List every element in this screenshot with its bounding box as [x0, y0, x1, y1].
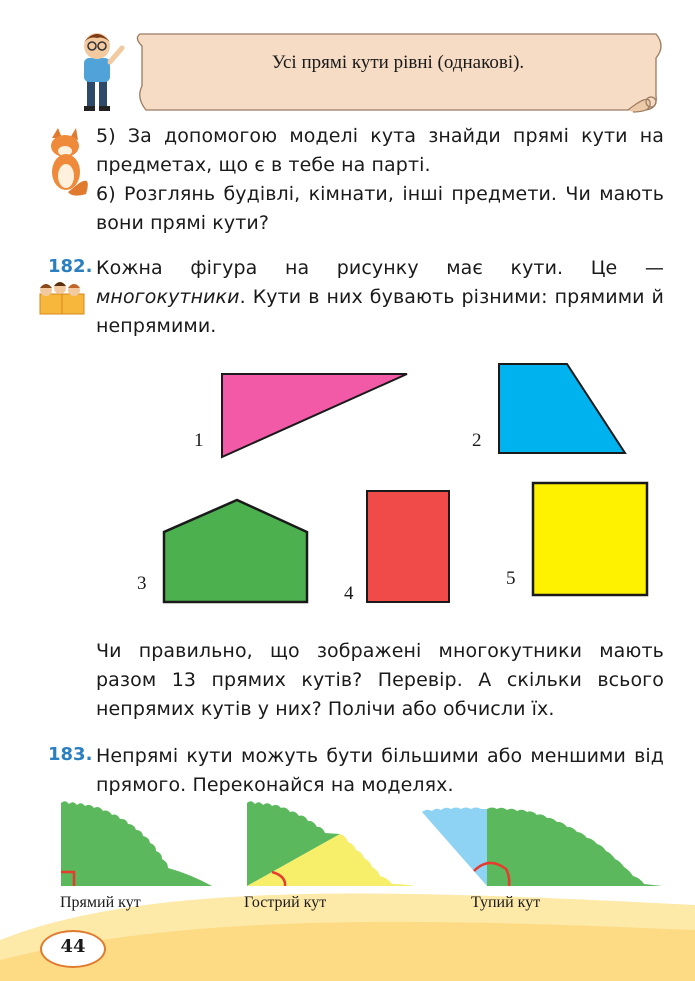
- shape-3-label: 3: [137, 573, 147, 594]
- exercise-182-question: Чи правильно, що зображені многокутники мають разом 13 прямих кутів? Перевір. А скільки всього непрямих кутів у них? Полічи або обчисли їх.: [96, 640, 664, 720]
- page-number: 44: [60, 936, 86, 957]
- task-5-text: 5) За допомогою моделі кута знайди прямі кути на предметах, що є в тебе на парті.: [96, 125, 664, 176]
- polygons-term: многокутники: [96, 286, 240, 308]
- exercise-183-text: Непрямі кути можуть бути більшими або меншими від прямого. Переконайся на моделях.: [96, 745, 664, 796]
- shape-4-label: 4: [344, 583, 354, 604]
- obtuse-angle-green-part: [487, 808, 662, 887]
- exercise-182-text-before: Кожна фігура на рисунку має кути. Це —: [96, 257, 664, 279]
- exercise-183-number: 183.: [48, 744, 93, 765]
- right-angle-model: [61, 801, 180, 886]
- task-6-text: 6) Розглянь будівлі, кімнати, інші предмети. Чи мають вони прямі кути?: [96, 183, 664, 234]
- right-angle-label: Прямий кут: [60, 894, 141, 911]
- exercise-182-number: 182.: [48, 256, 93, 277]
- shape-1-label: 1: [194, 430, 204, 451]
- obtuse-angle-blue-part: [422, 808, 487, 887]
- shape-5-label: 5: [506, 568, 516, 589]
- obtuse-angle-label: Тупий кут: [471, 894, 541, 911]
- shape-2-label: 2: [472, 430, 482, 451]
- banner-text: Усі прямі кути рівні (однакові).: [271, 52, 525, 73]
- acute-angle-label: Гострий кут: [244, 894, 327, 911]
- exercise-182-text-after: . Кути в них бувають різними: прямими й непрямими.: [96, 286, 664, 337]
